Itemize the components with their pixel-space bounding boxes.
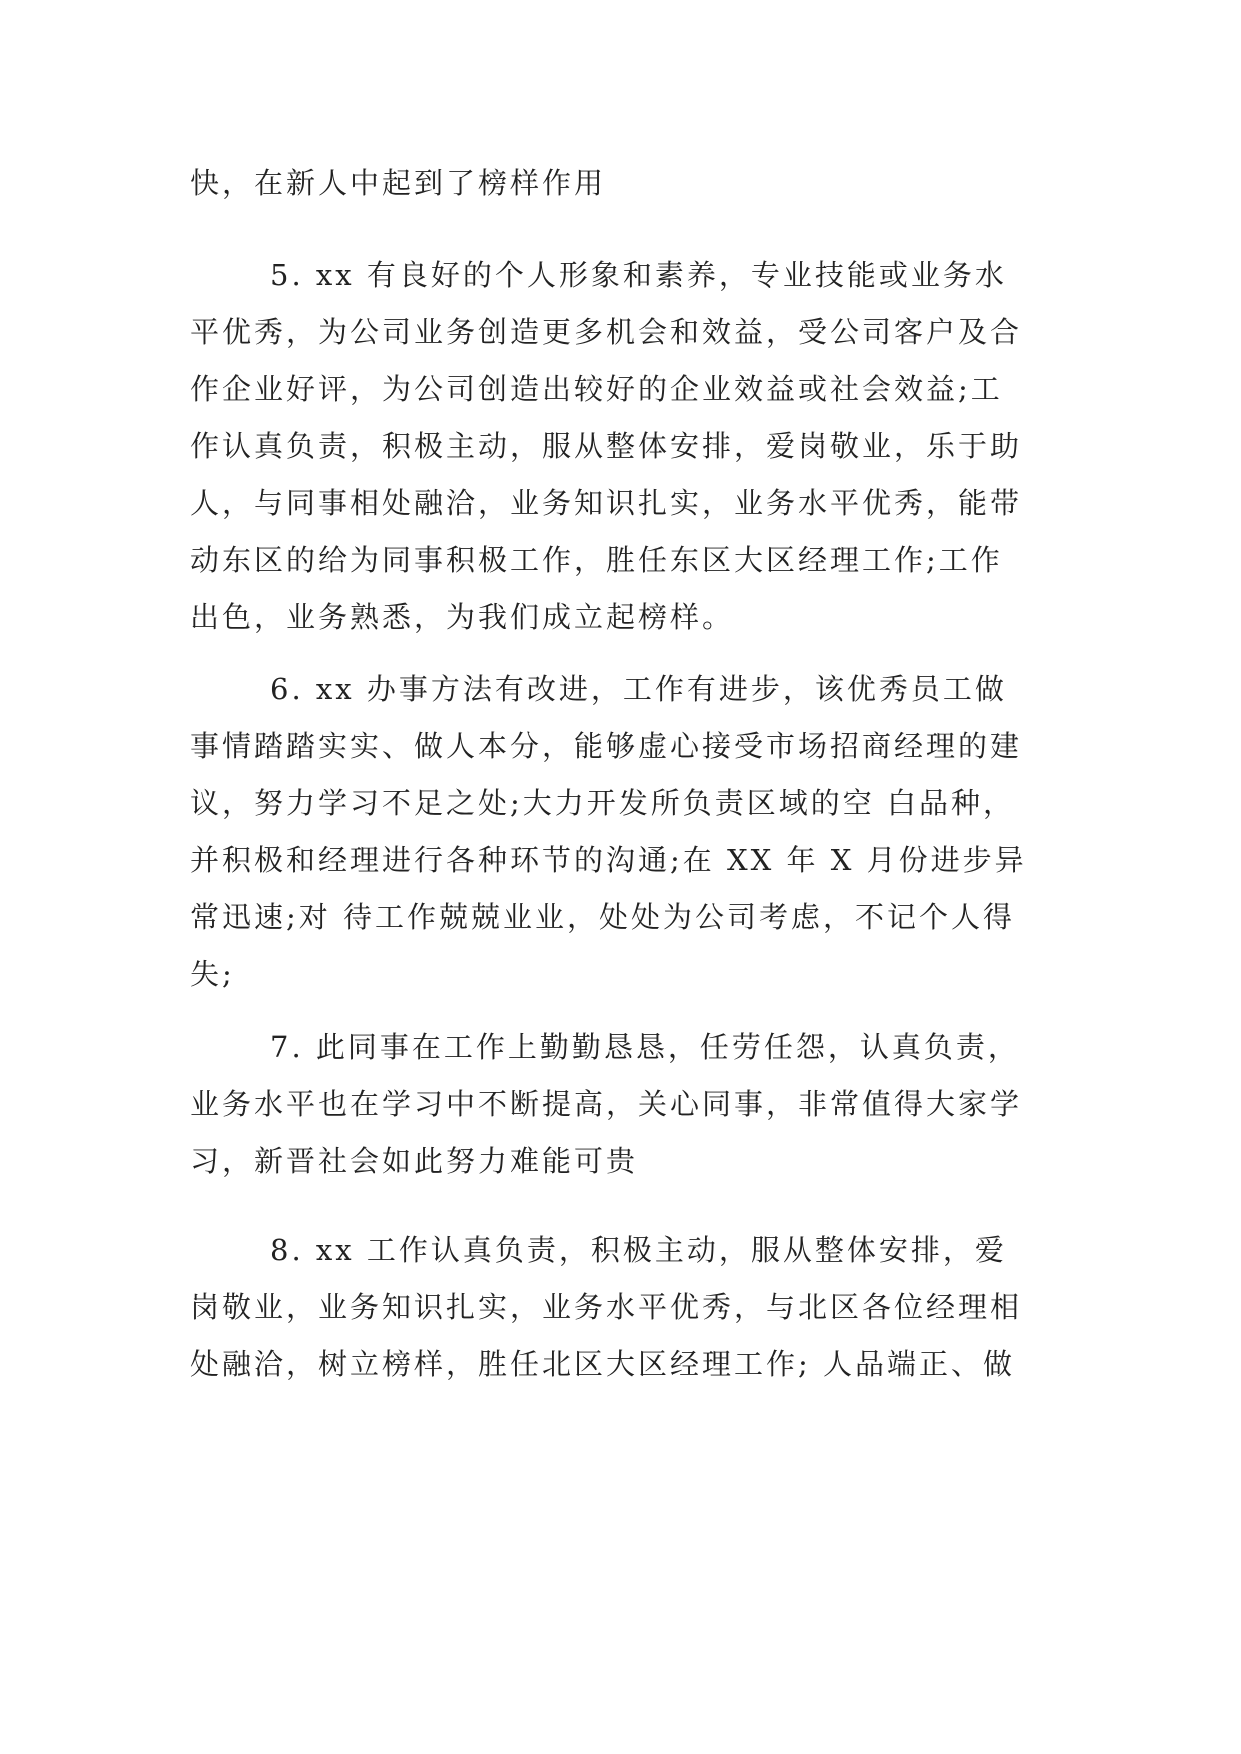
text-line: 人，与同事相处融洽，业务知识扎实，业务水平优秀，能带 — [190, 486, 1023, 520]
paragraph-8 — [190, 1222, 1060, 1393]
paragraph-4-continuation — [190, 155, 1060, 212]
text-line: 7. 此同事在工作上勤勤恳恳，任劳任怨，认真负责， — [270, 1030, 1020, 1064]
text-line: 处融洽，树立榜样，胜任北区大区经理工作; 人品端正、做 — [190, 1347, 1015, 1381]
text-line: 8. xx 工作认真负责，积极主动，服从整体安排，爱 — [270, 1233, 1007, 1267]
text-line: 习，新晋社会如此努力难能可贵 — [190, 1144, 639, 1178]
text-line: 岗敬业，业务知识扎实，业务水平优秀，与北区各位经理相 — [190, 1290, 1023, 1324]
text-line: 5. xx 有良好的个人形象和素养，专业技能或业务水 — [270, 258, 1007, 292]
text-line: 快，在新人中起到了榜样作用 — [190, 166, 607, 200]
text-line: 平优秀，为公司业务创造更多机会和效益，受公司客户及合 — [190, 315, 1023, 349]
paragraph-5 — [190, 247, 1060, 646]
paragraph-7 — [190, 1019, 1060, 1190]
paragraph-6 — [190, 661, 1060, 1003]
text-line: 并积极和经理进行各种环节的沟通;在 XX 年 X 月份进步异 — [190, 843, 1027, 877]
text-line: 议，努力学习不足之处;大力开发所负责区域的空 白品种， — [190, 786, 1015, 820]
text-line: 常迅速;对 待工作兢兢业业，处处为公司考虑，不记个人得 — [190, 900, 1015, 934]
text-line: 作企业好评，为公司创造出较好的企业效益或社会效益;工 — [190, 372, 1003, 406]
text-line: 动东区的给为同事积极工作，胜任东区大区经理工作;工作 — [190, 543, 1003, 577]
text-line: 6. xx 办事方法有改进，工作有进步，该优秀员工做 — [270, 672, 1007, 706]
text-line: 出色，业务熟悉，为我们成立起榜样。 — [190, 600, 735, 634]
text-line: 作认真负责，积极主动，服从整体安排，爱岗敬业，乐于助 — [190, 429, 1023, 463]
text-line: 业务水平也在学习中不断提高，关心同事，非常值得大家学 — [190, 1087, 1023, 1121]
text-line: 事情踏踏实实、做人本分，能够虚心接受市场招商经理的建 — [190, 729, 1023, 763]
text-line: 失; — [190, 957, 235, 991]
